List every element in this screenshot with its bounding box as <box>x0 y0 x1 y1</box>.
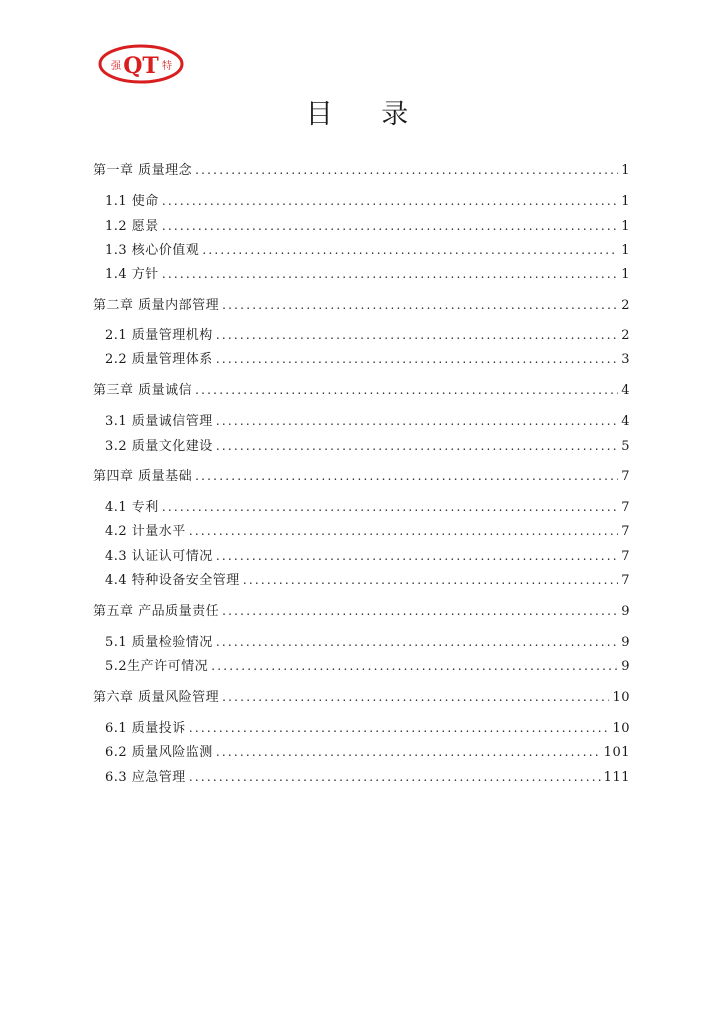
toc-section-entry[interactable] <box>105 412 630 430</box>
toc-entry-label: 5.2生产许可情况 <box>105 659 209 674</box>
toc-page-number: 9 <box>621 659 630 674</box>
toc-entry-label: 4.4 特种设备安全管理 <box>105 573 240 588</box>
logo-left-char: 强 <box>111 61 121 72</box>
toc-dot-leader <box>162 217 618 235</box>
toc-entry-label: 1.2 愿景 <box>105 219 159 234</box>
toc-entry-label: 3.2 质量文化建设 <box>105 439 213 454</box>
toc-page-number: 5 <box>621 439 630 454</box>
toc-section-entry[interactable] <box>105 768 630 786</box>
toc-dot-leader <box>162 265 618 283</box>
toc-dot-leader <box>216 743 601 761</box>
toc-page-number: 1 <box>621 194 630 209</box>
toc-section-entry[interactable] <box>105 633 630 651</box>
toc-section-entry[interactable] <box>105 547 630 565</box>
toc-page-number: 1 <box>621 267 630 282</box>
toc-page-number: 4 <box>621 383 630 398</box>
toc-page-number: 9 <box>621 604 630 619</box>
toc-dot-leader <box>162 192 618 210</box>
toc-dot-leader <box>222 296 618 314</box>
toc-page-number: 10 <box>612 721 630 736</box>
toc-entry-label: 4.3 认证认可情况 <box>105 549 213 564</box>
toc-entry-label: 第四章 质量基础 <box>93 469 193 484</box>
toc-dot-leader <box>222 688 609 706</box>
toc-entry-label: 4.1 专利 <box>105 500 159 515</box>
toc-page-number: 2 <box>621 328 630 343</box>
toc-section-entry[interactable] <box>105 657 630 675</box>
toc-chapter-entry[interactable] <box>93 688 630 706</box>
toc-page-number: 111 <box>603 770 630 785</box>
toc-dot-leader <box>211 657 618 675</box>
toc-page-number: 1 <box>621 163 630 178</box>
toc-page-number: 7 <box>621 469 630 484</box>
toc-section-entry[interactable] <box>105 326 630 344</box>
toc-entry-label: 第一章 质量理念 <box>93 163 193 178</box>
toc-section-entry[interactable] <box>105 265 630 283</box>
toc-page-number: 7 <box>621 573 630 588</box>
toc-page-number: 3 <box>621 352 630 367</box>
toc-entry-label: 2.1 质量管理机构 <box>105 328 213 343</box>
toc-page-number: 101 <box>603 745 630 760</box>
toc-entry-label: 第三章 质量诚信 <box>93 383 193 398</box>
logo-right-char: 特 <box>162 61 172 72</box>
toc-section-entry[interactable] <box>105 571 630 589</box>
toc-page-number: 7 <box>621 500 630 515</box>
toc-page-number: 9 <box>621 635 630 650</box>
toc-entry-label: 6.1 质量投诉 <box>105 721 186 736</box>
toc-section-entry[interactable] <box>105 192 630 210</box>
toc-section-entry[interactable] <box>105 719 630 737</box>
toc-page-number: 4 <box>621 414 630 429</box>
toc-dot-leader <box>216 547 618 565</box>
toc-section-entry[interactable] <box>105 217 630 235</box>
toc-page-number: 7 <box>621 549 630 564</box>
toc-entry-label: 3.1 质量诚信管理 <box>105 414 213 429</box>
toc-page-number: 10 <box>612 690 630 705</box>
toc-section-entry[interactable] <box>105 498 630 516</box>
toc-section-entry[interactable] <box>105 522 630 540</box>
toc-entry-label: 2.2 质量管理体系 <box>105 352 213 367</box>
toc-entry-label: 第五章 产品质量责任 <box>93 604 220 619</box>
toc-dot-leader <box>216 437 618 455</box>
toc-dot-leader <box>195 467 618 485</box>
toc-section-entry[interactable] <box>105 241 630 259</box>
toc-dot-leader <box>216 326 618 344</box>
toc-page-number: 1 <box>621 219 630 234</box>
toc-section-entry[interactable] <box>105 437 630 455</box>
toc-section-entry[interactable] <box>105 743 630 761</box>
toc-page-number: 1 <box>621 243 630 258</box>
toc-entry-label: 4.2 计量水平 <box>105 524 186 539</box>
toc-dot-leader <box>243 571 618 589</box>
toc-dot-leader <box>189 522 618 540</box>
toc-chapter-entry[interactable] <box>93 381 630 399</box>
toc-dot-leader <box>189 768 601 786</box>
toc-entry-label: 6.3 应急管理 <box>105 770 186 785</box>
toc-chapter-entry[interactable] <box>93 296 630 314</box>
toc-entry-label: 1.1 使命 <box>105 194 159 209</box>
toc-page-number: 2 <box>621 298 630 313</box>
toc-chapter-entry[interactable] <box>93 161 630 179</box>
toc-dot-leader <box>216 412 618 430</box>
toc-entry-label: 第二章 质量内部管理 <box>93 298 220 313</box>
logo-mark: QT <box>123 53 159 79</box>
toc-entry-label: 第六章 质量风险管理 <box>93 690 220 705</box>
toc-dot-leader <box>216 350 618 368</box>
toc-dot-leader <box>195 381 618 399</box>
toc-section-entry[interactable] <box>105 350 630 368</box>
toc-dot-leader <box>202 241 618 259</box>
toc-entry-label: 5.1 质量检验情况 <box>105 635 213 650</box>
toc-page-number: 7 <box>621 524 630 539</box>
toc-entry-label: 6.2 质量风险监测 <box>105 745 213 760</box>
toc-dot-leader <box>222 602 618 620</box>
toc-dot-leader <box>195 161 618 179</box>
toc-chapter-entry[interactable] <box>93 467 630 485</box>
toc-dot-leader <box>216 633 618 651</box>
toc-chapter-entry[interactable] <box>93 602 630 620</box>
toc-entry-label: 1.4 方针 <box>105 267 159 282</box>
toc-entry-label: 1.3 核心价值观 <box>105 243 200 258</box>
page-title: 目 录 <box>305 99 429 130</box>
toc-dot-leader <box>162 498 618 516</box>
toc-dot-leader <box>189 719 610 737</box>
